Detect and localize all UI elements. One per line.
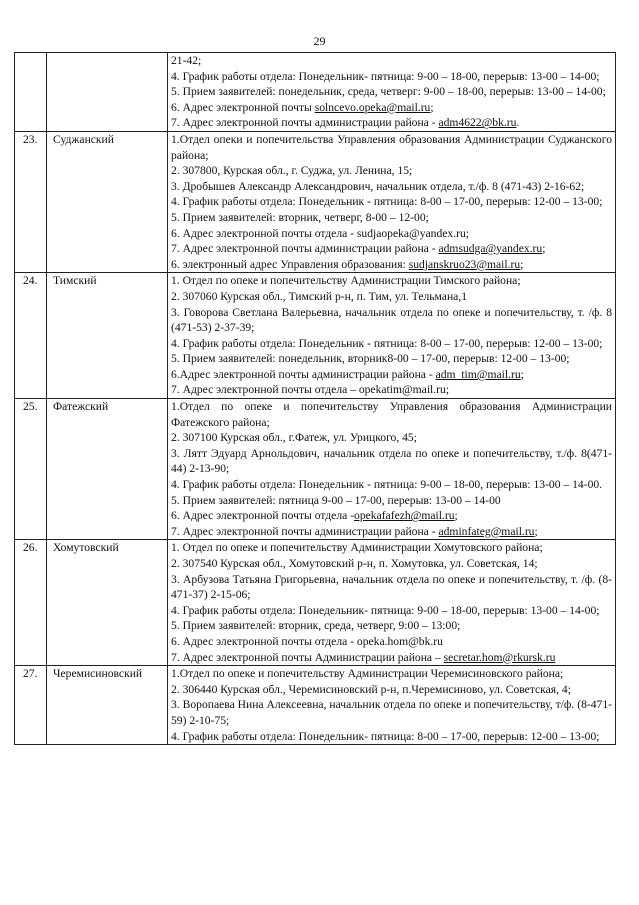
district-name: Хомутовский: [47, 540, 168, 666]
info-line: 1.Отдел по опеке и попечительству Управления образования Администрации Фатежского района;: [171, 400, 612, 429]
info-line: 1.Отдел по опеке и попечительству Администрации Черемисиновского района;: [171, 667, 564, 681]
info-line: 2. 307800, Курская обл., г. Суджа, ул. Ленина, 15;: [171, 164, 413, 178]
email-link[interactable]: adminfateg@mail.ru: [438, 524, 535, 538]
district-name: Черемисиновский: [47, 666, 168, 745]
page-number: 29: [313, 34, 326, 48]
contacts-table: [14, 52, 616, 745]
district-info: [168, 666, 616, 745]
district-info: [168, 540, 616, 666]
info-line: 3. Арбузова Татьяна Григорьевна, начальник отдела по опеке и попечительству, т. /ф. (8-471-37) 2-15-06;: [171, 572, 612, 602]
info-line-text: 7. Адрес электронной почты администрации района -: [171, 116, 439, 130]
info-line-text: 7. Адрес электронной почты администрации района -: [171, 524, 439, 538]
row-number: 24.: [15, 273, 47, 399]
info-line: [171, 524, 612, 540]
table-row: [15, 399, 616, 540]
info-line: 3. Лятт Эдуард Арнольдович, начальник отдела по опеке и попечительству, т./ф. 8(471-44) 2-13-90;: [171, 446, 612, 476]
table-row: [15, 53, 616, 132]
district-info: [168, 53, 616, 132]
info-line: 5. Прием заявителей: вторник, среда, четверг, 9:00 – 13:00;: [171, 619, 461, 633]
info-line: 2. 306440 Курская обл., Черемисиновский р-н, п.Черемисиново, ул. Советская, 4;: [171, 682, 571, 696]
info-line: [171, 115, 612, 131]
info-line: 2. 307540 Курская обл., Хомутовский р-н, п. Хомутовка, ул. Советская, 14;: [171, 557, 538, 570]
info-line-text: 6. Адрес электронной почты отдела -: [171, 509, 355, 523]
info-line-suffix: .: [516, 116, 520, 130]
info-line: [171, 650, 612, 666]
info-line: [171, 100, 612, 116]
info-line: 1. Отдел по опеке и попечительству Администрации Хомутовского района;: [171, 541, 543, 555]
info-line-suffix: ;: [542, 242, 546, 256]
district-info: [168, 399, 616, 540]
district-name: Тимский: [47, 273, 168, 399]
district-info: [168, 273, 616, 399]
info-line: 7. Адрес электронной почты отдела – opekatim@mail.ru;: [171, 383, 450, 397]
email-link[interactable]: solncevo.opeka@mail.ru: [314, 100, 431, 114]
info-line: [171, 508, 612, 524]
email-link[interactable]: sudjanskruo23@mail.ru: [408, 257, 521, 271]
info-line: 5. Прием заявителей: понедельник, вторник8-00 – 17-00, перерыв: 12-00 – 13-00;: [171, 352, 570, 366]
table-row: [15, 273, 616, 399]
info-line: [171, 241, 612, 257]
info-line: 6. Адрес электронной почты отдела - opeka.hom@bk.ru: [171, 634, 443, 648]
info-line-text: 6.Адрес электронной почты администрации района -: [171, 367, 436, 381]
email-link[interactable]: adm_tim@mail.ru: [435, 367, 521, 381]
info-line: 4. График работы отдела: Понедельник - пятница: 8-00 – 17-00, перерыв: 12-00 – 13-00;: [171, 195, 603, 209]
info-line: 3. Дробышев Александр Александрович, начальник отдела, т./ф. 8 (471-43) 2-16-62;: [171, 179, 585, 193]
info-line: 4. График работы отдела: Понедельник - пятница: 9-00 – 18-00, перерыв: 13-00 – 14-00.: [171, 478, 603, 492]
info-line: 21-42;: [171, 54, 202, 67]
info-line: 4. График работы отдела: Понедельник- пятница: 8-00 – 17-00, перерыв: 12-00 – 13-00;: [171, 729, 600, 743]
info-line: 4. График работы отдела: Понедельник - пятница: 8-00 – 17-00, перерыв: 12-00 – 13-00;: [171, 336, 603, 350]
info-line-suffix: ;: [520, 257, 524, 271]
email-link[interactable]: admsudga@yandex.ru: [438, 242, 543, 256]
row-number: 25.: [15, 399, 47, 540]
district-name: Фатежский: [47, 399, 168, 540]
info-line-suffix: ;: [430, 100, 434, 114]
info-line: 5. Прием заявителей: вторник, четверг, 8-00 – 12-00;: [171, 210, 429, 224]
info-line-text: 7. Адрес электронной почты Администрации района –: [171, 650, 444, 664]
info-line: 2. 307060 Курская обл., Тимский р-н, п. Тим, ул. Тельмана,1: [171, 289, 467, 303]
info-line: 3. Воропаева Нина Алексеевна, начальник отдела по опеке и попечительству, т/ф. (8-471-59) 2-10-75;: [171, 698, 612, 727]
row-number: 27.: [15, 666, 47, 745]
info-line: 4. График работы отдела: Понедельник- пятница: 9-00 – 18-00, перерыв: 13-00 – 14-00;: [171, 603, 600, 617]
table-row: [15, 666, 616, 745]
info-line: 4. График работы отдела: Понедельник- пятница: 9-00 – 18-00, перерыв: 13-00 – 14-00;: [171, 69, 600, 83]
email-link[interactable]: secretar.hom@rkursk.ru: [443, 650, 556, 664]
info-line: 5. Прием заявителей: пятница 9-00 – 17-00, перерыв: 13-00 – 14-00: [171, 493, 501, 507]
info-line-text: 6. электронный адрес Управления образования:: [171, 257, 409, 271]
row-number: [15, 53, 47, 132]
info-line: [171, 257, 612, 273]
email-link[interactable]: opekafafezh@mail.ru: [354, 509, 455, 523]
row-number: 26.: [15, 540, 47, 666]
info-line: 5. Прием заявителей: понедельник, среда, четверг: 9-00 – 18-00, перерыв: 13-00 – 14-00;: [171, 85, 606, 99]
table-body: [15, 53, 616, 745]
info-line-suffix: ;: [534, 524, 538, 538]
district-name: Суджанский: [47, 131, 168, 272]
info-line-suffix: ;: [520, 367, 524, 381]
district-name: [47, 53, 168, 132]
table-row: [15, 131, 616, 272]
info-line-suffix: ;: [454, 509, 458, 523]
info-line: [171, 367, 612, 383]
row-number: 23.: [15, 131, 47, 272]
info-line-text: 6. Адрес электронной почты: [171, 100, 315, 114]
info-line: 6. Адрес электронной почты отдела - sudjaopeka@yandex.ru;: [171, 226, 469, 240]
email-link[interactable]: adm4622@bk.ru: [438, 116, 517, 130]
info-line: 3. Говорова Светлана Валерьевна, начальник отдела по опеке и попечительству, т. /ф. 8 (471-53) 2-37-39;: [171, 305, 612, 335]
table-row: [15, 540, 616, 666]
info-line: 2. 307100 Курская обл., г.Фатеж, ул. Урицкого, 45;: [171, 431, 417, 445]
district-info: [168, 131, 616, 272]
info-line: 1.Отдел опеки и попечительства Управления образования Администрации Суджанского района;: [171, 132, 612, 162]
info-line-text: 7. Адрес электронной почты администрации района -: [171, 242, 439, 256]
info-line: 1. Отдел по опеке и попечительству Администрации Тимского района;: [171, 274, 521, 288]
